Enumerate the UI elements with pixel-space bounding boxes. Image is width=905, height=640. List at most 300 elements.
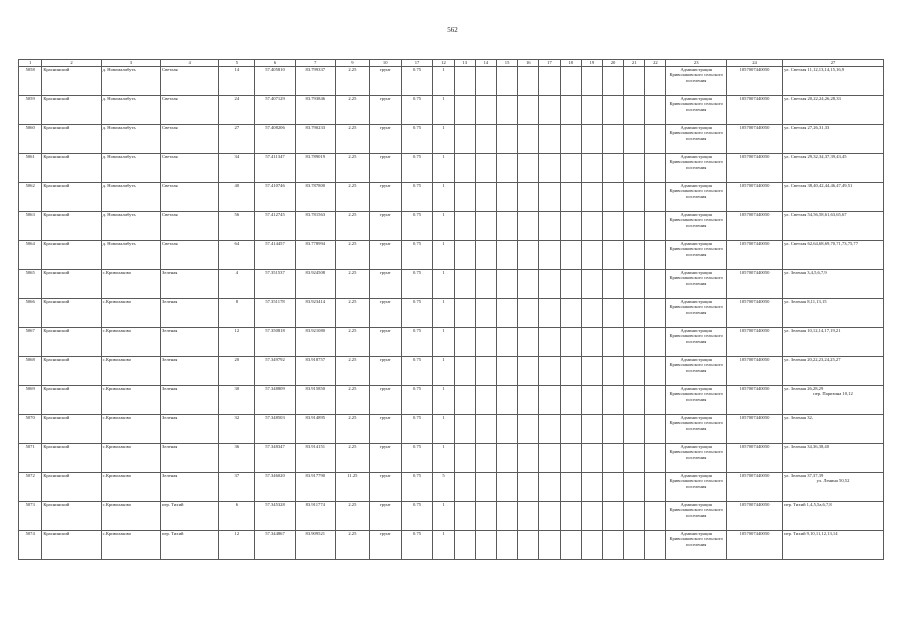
container-count-cell: 1 bbox=[433, 183, 454, 212]
empty-cell bbox=[496, 154, 517, 183]
served-addresses-cell bbox=[783, 502, 884, 531]
empty-cell bbox=[560, 473, 581, 502]
longitude-cell: 83.918757 bbox=[295, 357, 335, 386]
administration-cell: Администрация Криволаковского сельского поселения bbox=[666, 67, 726, 96]
empty-cell bbox=[496, 125, 517, 154]
column-number-header: 27 bbox=[783, 60, 884, 67]
empty-cell bbox=[475, 212, 496, 241]
settlement-cell: с.Криволаково bbox=[101, 415, 160, 444]
empty-cell bbox=[624, 444, 645, 473]
empty-cell bbox=[602, 212, 623, 241]
latitude-cell: 57.408206 bbox=[255, 125, 295, 154]
volume-cell: 0.75 bbox=[401, 299, 433, 328]
district-cell: Краснинский bbox=[42, 473, 101, 502]
empty-cell bbox=[560, 386, 581, 415]
container-count-cell: 1 bbox=[433, 212, 454, 241]
served-addresses-cell bbox=[783, 299, 884, 328]
empty-cell bbox=[518, 125, 539, 154]
table-row bbox=[19, 415, 884, 444]
column-number-header: 4 bbox=[161, 60, 219, 67]
settlement-cell: д. Новомалибуть bbox=[101, 183, 160, 212]
longitude-cell: 83.914151 bbox=[295, 444, 335, 473]
district-cell: Краснинский bbox=[42, 444, 101, 473]
administration-cell: Администрация Криволаковского сельского поселения bbox=[666, 502, 726, 531]
empty-cell bbox=[475, 473, 496, 502]
longitude-cell: 83.789019 bbox=[295, 154, 335, 183]
surface-type-cell: грунт bbox=[369, 444, 401, 473]
served-addresses-text: ул. Зеленая 34,36,38,40 bbox=[784, 444, 830, 449]
empty-cell bbox=[602, 299, 623, 328]
empty-cell bbox=[496, 415, 517, 444]
empty-cell bbox=[624, 473, 645, 502]
empty-cell bbox=[581, 502, 602, 531]
street-cell: Зеленая bbox=[161, 328, 219, 357]
column-number-header: 10 bbox=[369, 60, 401, 67]
house-number-cell: 56 bbox=[219, 212, 255, 241]
longitude-cell: 83.787800 bbox=[295, 183, 335, 212]
empty-cell bbox=[581, 328, 602, 357]
container-count-cell: 1 bbox=[433, 67, 454, 96]
empty-cell bbox=[581, 212, 602, 241]
served-addresses-text: пер. Тихий 9,10,11,12,13,14 bbox=[784, 531, 838, 536]
ogrn-cell: 1057007440050 bbox=[726, 473, 782, 502]
row-id-cell: 5068 bbox=[19, 357, 42, 386]
ogrn-cell: 1057007440050 bbox=[726, 531, 782, 560]
administration-cell: Администрация Криволаковского сельского поселения bbox=[666, 328, 726, 357]
longitude-cell: 83.914895 bbox=[295, 415, 335, 444]
volume-cell: 0.75 bbox=[401, 241, 433, 270]
column-number-header: 19 bbox=[581, 60, 602, 67]
district-cell: Краснинский bbox=[42, 415, 101, 444]
empty-cell bbox=[518, 299, 539, 328]
area-cell: 2.25 bbox=[335, 531, 369, 560]
empty-cell bbox=[560, 125, 581, 154]
empty-cell bbox=[496, 328, 517, 357]
empty-cell bbox=[560, 357, 581, 386]
empty-cell bbox=[624, 241, 645, 270]
district-cell: Краснинский bbox=[42, 386, 101, 415]
empty-cell bbox=[539, 96, 560, 125]
settlement-cell: д. Новомалибуть bbox=[101, 212, 160, 241]
district-cell: Краснинский bbox=[42, 357, 101, 386]
table-row bbox=[19, 386, 884, 415]
street-cell: Светлая bbox=[161, 183, 219, 212]
empty-cell bbox=[602, 96, 623, 125]
column-number-row bbox=[19, 60, 884, 67]
empty-cell bbox=[496, 241, 517, 270]
empty-cell bbox=[518, 386, 539, 415]
district-cell: Краснинский bbox=[42, 531, 101, 560]
empty-cell bbox=[454, 154, 475, 183]
latitude-cell: 57.414457 bbox=[255, 241, 295, 270]
surface-type-cell: грунт bbox=[369, 473, 401, 502]
district-cell: Краснинский bbox=[42, 299, 101, 328]
container-count-cell: 1 bbox=[433, 386, 454, 415]
ogrn-cell: 1057007440050 bbox=[726, 299, 782, 328]
empty-cell bbox=[560, 183, 581, 212]
empty-cell bbox=[645, 183, 666, 212]
surface-type-cell: грунт bbox=[369, 212, 401, 241]
row-id-cell: 5073 bbox=[19, 502, 42, 531]
empty-cell bbox=[454, 183, 475, 212]
empty-cell bbox=[454, 357, 475, 386]
empty-cell bbox=[560, 270, 581, 299]
served-addresses-cell bbox=[783, 328, 884, 357]
served-addresses-cell bbox=[783, 270, 884, 299]
surface-type-cell: грунт bbox=[369, 183, 401, 212]
empty-cell bbox=[454, 212, 475, 241]
empty-cell bbox=[624, 357, 645, 386]
row-id-cell: 5065 bbox=[19, 270, 42, 299]
surface-type-cell: грунт bbox=[369, 125, 401, 154]
latitude-cell: 57.350818 bbox=[255, 328, 295, 357]
empty-cell bbox=[475, 183, 496, 212]
district-cell: Краснинский bbox=[42, 270, 101, 299]
row-id-cell: 5064 bbox=[19, 241, 42, 270]
latitude-cell: 57.349792 bbox=[255, 357, 295, 386]
empty-cell bbox=[475, 531, 496, 560]
empty-cell bbox=[581, 96, 602, 125]
empty-cell bbox=[602, 415, 623, 444]
empty-cell bbox=[560, 241, 581, 270]
surface-type-cell: грунт bbox=[369, 299, 401, 328]
settlement-cell: с.Криволаково bbox=[101, 444, 160, 473]
empty-cell bbox=[518, 328, 539, 357]
served-addresses-text: ул. Светлая 20,22,24,26,28,33 bbox=[784, 96, 841, 101]
served-addresses-cell bbox=[783, 154, 884, 183]
district-cell: Краснинский bbox=[42, 154, 101, 183]
container-count-cell: 1 bbox=[433, 444, 454, 473]
empty-cell bbox=[454, 386, 475, 415]
column-number-header: 14 bbox=[475, 60, 496, 67]
settlement-cell: с.Криволаково bbox=[101, 328, 160, 357]
longitude-cell: 83.799337 bbox=[295, 67, 335, 96]
served-addresses-cell bbox=[783, 444, 884, 473]
empty-cell bbox=[602, 183, 623, 212]
empty-cell bbox=[518, 212, 539, 241]
administration-cell: Администрация Криволаковского сельского поселения bbox=[666, 96, 726, 125]
empty-cell bbox=[624, 415, 645, 444]
empty-cell bbox=[581, 473, 602, 502]
empty-cell bbox=[475, 444, 496, 473]
ogrn-cell: 1057007440050 bbox=[726, 328, 782, 357]
empty-cell bbox=[560, 67, 581, 96]
latitude-cell: 57.405810 bbox=[255, 67, 295, 96]
empty-cell bbox=[624, 386, 645, 415]
empty-cell bbox=[454, 531, 475, 560]
street-cell: Светлая bbox=[161, 241, 219, 270]
empty-cell bbox=[539, 473, 560, 502]
district-cell: Краснинский bbox=[42, 96, 101, 125]
administration-cell: Администрация Криволаковского сельского поселения bbox=[666, 183, 726, 212]
surface-type-cell: грунт bbox=[369, 502, 401, 531]
administration-cell: Администрация Криволаковского сельского поселения bbox=[666, 386, 726, 415]
empty-cell bbox=[645, 299, 666, 328]
administration-cell: Администрация Криволаковского сельского поселения bbox=[666, 473, 726, 502]
district-cell: Краснинский bbox=[42, 125, 101, 154]
area-cell: 2.25 bbox=[335, 502, 369, 531]
volume-cell: 0.75 bbox=[401, 444, 433, 473]
served-addresses-text: ул. Зеленая 3,4,5,6,7,9 bbox=[784, 270, 827, 275]
latitude-cell: 57.348809 bbox=[255, 386, 295, 415]
settlement-cell: с.Криволаково bbox=[101, 502, 160, 531]
ogrn-cell: 1057007440050 bbox=[726, 415, 782, 444]
area-cell: 2.25 bbox=[335, 125, 369, 154]
empty-cell bbox=[645, 328, 666, 357]
street-cell: Светлая bbox=[161, 154, 219, 183]
empty-cell bbox=[624, 328, 645, 357]
ogrn-cell: 1057007440050 bbox=[726, 67, 782, 96]
empty-cell bbox=[475, 154, 496, 183]
latitude-cell: 57.348347 bbox=[255, 444, 295, 473]
settlement-cell: с.Криволаково bbox=[101, 386, 160, 415]
empty-cell bbox=[560, 415, 581, 444]
surface-type-cell: грунт bbox=[369, 357, 401, 386]
table-row bbox=[19, 154, 884, 183]
container-count-cell: 1 bbox=[433, 270, 454, 299]
latitude-cell: 57.348503 bbox=[255, 415, 295, 444]
district-cell: Краснинский bbox=[42, 241, 101, 270]
table-row bbox=[19, 183, 884, 212]
house-number-cell: 20 bbox=[219, 357, 255, 386]
empty-cell bbox=[602, 67, 623, 96]
served-addresses-text: ул. Светлая 29,32,34,37,39,43,45 bbox=[784, 154, 847, 159]
row-id-cell: 5074 bbox=[19, 531, 42, 560]
empty-cell bbox=[518, 154, 539, 183]
house-number-cell: 8 bbox=[219, 299, 255, 328]
served-addresses-text: ул. Зеленая 26,28,29 bbox=[784, 386, 824, 391]
table-row bbox=[19, 444, 884, 473]
ogrn-cell: 1057007440050 bbox=[726, 183, 782, 212]
surface-type-cell: грунт bbox=[369, 328, 401, 357]
longitude-cell: 83.917790 bbox=[295, 473, 335, 502]
empty-cell bbox=[496, 67, 517, 96]
latitude-cell: 57.411347 bbox=[255, 154, 295, 183]
column-number-header: 12 bbox=[433, 60, 454, 67]
page-number: 562 bbox=[447, 26, 458, 34]
table-row bbox=[19, 531, 884, 560]
empty-cell bbox=[645, 125, 666, 154]
empty-cell bbox=[581, 154, 602, 183]
administration-cell: Администрация Криволаковского сельского поселения bbox=[666, 415, 726, 444]
table-row bbox=[19, 96, 884, 125]
ogrn-cell: 1057007440050 bbox=[726, 96, 782, 125]
surface-type-cell: грунт bbox=[369, 67, 401, 96]
served-addresses-text: ул. Зеленая 10,12,14,17,19,21 bbox=[784, 328, 841, 333]
empty-cell bbox=[539, 154, 560, 183]
area-cell: 2.25 bbox=[335, 328, 369, 357]
empty-cell bbox=[475, 96, 496, 125]
empty-cell bbox=[518, 270, 539, 299]
administration-cell: Администрация Криволаковского сельского поселения bbox=[666, 299, 726, 328]
container-count-cell: 1 bbox=[433, 154, 454, 183]
empty-cell bbox=[602, 502, 623, 531]
empty-cell bbox=[602, 386, 623, 415]
house-number-cell: 36 bbox=[219, 444, 255, 473]
column-number-header: 2 bbox=[42, 60, 101, 67]
empty-cell bbox=[496, 270, 517, 299]
served-addresses-text: ул. Светлая 11,12,13,14,15,16,9 bbox=[784, 67, 845, 72]
empty-cell bbox=[560, 328, 581, 357]
empty-cell bbox=[645, 502, 666, 531]
district-cell: Краснинский bbox=[42, 502, 101, 531]
column-number-header: 1 bbox=[19, 60, 42, 67]
empty-cell bbox=[496, 444, 517, 473]
empty-cell bbox=[602, 125, 623, 154]
served-addresses-extra: ул. Ленина 50,52 bbox=[816, 478, 850, 484]
surface-type-cell: грунт bbox=[369, 386, 401, 415]
latitude-cell: 57.351178 bbox=[255, 299, 295, 328]
served-addresses-text: пер. Тихий 1,4,5,5а,6,7,8 bbox=[784, 502, 832, 507]
empty-cell bbox=[624, 125, 645, 154]
empty-cell bbox=[602, 444, 623, 473]
house-number-cell: 24 bbox=[219, 96, 255, 125]
column-number-header: 6 bbox=[255, 60, 295, 67]
empty-cell bbox=[624, 270, 645, 299]
house-number-cell: 4 bbox=[219, 270, 255, 299]
street-cell: Светлая bbox=[161, 96, 219, 125]
empty-cell bbox=[475, 67, 496, 96]
served-addresses-text: ул. Зеленая 20,22,23,24,25,27 bbox=[784, 357, 841, 362]
served-addresses-cell bbox=[783, 125, 884, 154]
empty-cell bbox=[454, 502, 475, 531]
column-number-header: 17 bbox=[401, 60, 433, 67]
empty-cell bbox=[645, 96, 666, 125]
row-id-cell: 5059 bbox=[19, 96, 42, 125]
empty-cell bbox=[602, 531, 623, 560]
table-row bbox=[19, 502, 884, 531]
served-addresses-cell bbox=[783, 241, 884, 270]
empty-cell bbox=[518, 67, 539, 96]
area-cell: 2.25 bbox=[335, 415, 369, 444]
empty-cell bbox=[454, 299, 475, 328]
house-number-cell: 37 bbox=[219, 473, 255, 502]
street-cell: Светлая bbox=[161, 125, 219, 154]
empty-cell bbox=[624, 299, 645, 328]
settlement-cell: д. Новомалибуть bbox=[101, 125, 160, 154]
empty-cell bbox=[581, 241, 602, 270]
empty-cell bbox=[496, 96, 517, 125]
empty-cell bbox=[518, 502, 539, 531]
longitude-cell: 83.909521 bbox=[295, 531, 335, 560]
area-cell: 2.25 bbox=[335, 270, 369, 299]
street-cell: Светлая bbox=[161, 212, 219, 241]
longitude-cell: 83.790233 bbox=[295, 125, 335, 154]
street-cell: Зеленая bbox=[161, 270, 219, 299]
house-number-cell: 27 bbox=[219, 125, 255, 154]
ogrn-cell: 1057007440050 bbox=[726, 270, 782, 299]
empty-cell bbox=[454, 270, 475, 299]
area-cell: 2.25 bbox=[335, 299, 369, 328]
empty-cell bbox=[560, 444, 581, 473]
table-row bbox=[19, 67, 884, 96]
empty-cell bbox=[454, 444, 475, 473]
empty-cell bbox=[475, 241, 496, 270]
empty-cell bbox=[602, 270, 623, 299]
empty-cell bbox=[581, 531, 602, 560]
empty-cell bbox=[539, 125, 560, 154]
empty-cell bbox=[624, 531, 645, 560]
empty-cell bbox=[454, 96, 475, 125]
container-count-cell: 1 bbox=[433, 299, 454, 328]
served-addresses-text: ул. Зеленая 32, bbox=[784, 415, 813, 420]
settlement-cell: с.Криволаково bbox=[101, 473, 160, 502]
longitude-cell: 83.915850 bbox=[295, 386, 335, 415]
empty-cell bbox=[624, 212, 645, 241]
empty-cell bbox=[518, 96, 539, 125]
column-number-header: 13 bbox=[454, 60, 475, 67]
empty-cell bbox=[581, 357, 602, 386]
street-cell: Светлая bbox=[161, 67, 219, 96]
empty-cell bbox=[518, 444, 539, 473]
empty-cell bbox=[539, 357, 560, 386]
column-number-header: 20 bbox=[602, 60, 623, 67]
empty-cell bbox=[560, 502, 581, 531]
empty-cell bbox=[539, 67, 560, 96]
empty-cell bbox=[624, 67, 645, 96]
empty-cell bbox=[496, 473, 517, 502]
empty-cell bbox=[645, 67, 666, 96]
surface-type-cell: грунт bbox=[369, 154, 401, 183]
container-count-cell: 1 bbox=[433, 125, 454, 154]
container-count-cell: 1 bbox=[433, 241, 454, 270]
served-addresses-cell bbox=[783, 67, 884, 96]
empty-cell bbox=[645, 386, 666, 415]
empty-cell bbox=[645, 357, 666, 386]
empty-cell bbox=[581, 415, 602, 444]
table-row bbox=[19, 212, 884, 241]
container-count-cell: 1 bbox=[433, 415, 454, 444]
empty-cell bbox=[475, 125, 496, 154]
longitude-cell: 83.793846 bbox=[295, 96, 335, 125]
ogrn-cell: 1057007440050 bbox=[726, 154, 782, 183]
longitude-cell: 83.778994 bbox=[295, 241, 335, 270]
column-number-header: 9 bbox=[335, 60, 369, 67]
served-addresses-text: ул. Зеленая 37,37,39 bbox=[784, 473, 824, 478]
row-id-cell: 5061 bbox=[19, 154, 42, 183]
administration-cell: Администрация Криволаковского сельского поселения bbox=[666, 154, 726, 183]
row-id-cell: 5071 bbox=[19, 444, 42, 473]
served-addresses-cell bbox=[783, 212, 884, 241]
empty-cell bbox=[602, 241, 623, 270]
served-addresses-cell bbox=[783, 183, 884, 212]
empty-cell bbox=[539, 328, 560, 357]
empty-cell bbox=[624, 154, 645, 183]
empty-cell bbox=[539, 212, 560, 241]
empty-cell bbox=[454, 125, 475, 154]
column-number-header: 7 bbox=[295, 60, 335, 67]
empty-cell bbox=[475, 357, 496, 386]
empty-cell bbox=[539, 270, 560, 299]
empty-cell bbox=[475, 328, 496, 357]
empty-cell bbox=[496, 357, 517, 386]
empty-cell bbox=[539, 386, 560, 415]
administration-cell: Администрация Криволаковского сельского поселения bbox=[666, 357, 726, 386]
empty-cell bbox=[602, 154, 623, 183]
column-number-header: 16 bbox=[518, 60, 539, 67]
container-count-cell: 1 bbox=[433, 502, 454, 531]
volume-cell: 0.75 bbox=[401, 328, 433, 357]
street-cell: Зеленая bbox=[161, 473, 219, 502]
area-cell: 2.25 bbox=[335, 67, 369, 96]
row-id-cell: 5058 bbox=[19, 67, 42, 96]
row-id-cell: 5062 bbox=[19, 183, 42, 212]
table-row bbox=[19, 473, 884, 502]
empty-cell bbox=[454, 241, 475, 270]
house-number-cell: 12 bbox=[219, 531, 255, 560]
street-cell: Зеленая bbox=[161, 299, 219, 328]
district-cell: Краснинский bbox=[42, 67, 101, 96]
